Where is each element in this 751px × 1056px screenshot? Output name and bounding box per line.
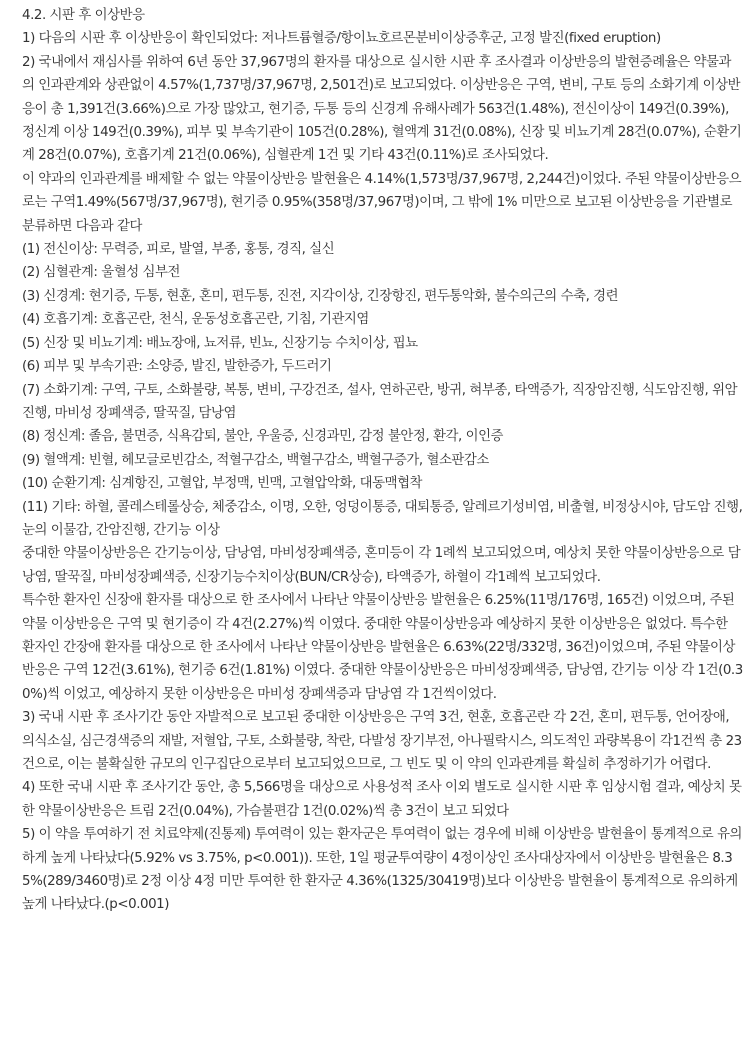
paragraph: 5) 이 약을 투여하기 전 치료약제(진통제) 투여력이 있는 환자군은 투여력이 없는 경우에 비해 이상반응 발현율이 통계적으로 유의하게 높게 나타났다(5.92% vs 3.75%, p<0.001)). 또한, 1일 평균투여량이 4정이상인 조사대상자에서 이상반응 발현율은 8.35%(289/3460명)로 2정 이상 4정 미만 투여한 한 환자군 4.36%(1325/30419명)보다 이상반응 발현율이 통계적으로 유의하게 높게 나타났다.(p<0.001) — [22, 827, 743, 913]
paragraph: (9) 혈액계: 빈혈, 헤모글로빈감소, 적혈구감소, 백혈구감소, 백혈구증가, 혈소판감소 — [22, 452, 489, 468]
paragraph: (3) 신경계: 현기증, 두통, 현훈, 혼미, 편두통, 진전, 지각이상, 긴장항진, 편두통악화, 불수의근의 수축, 경련 — [22, 288, 619, 304]
paragraph: 2) 국내에서 재심사를 위하여 6년 동안 37,967명의 환자를 대상으로 실시한 시판 후 조사결과 이상반응의 발현증례율은 약물과의 인과관계와 상관없이 4.57%(1,737명/37,967명, 2,501건)로 보고되었다. 이상반응은 구역, 변비, 구토 등의 소화기계 이상반응이 총 1,391건(3.66%)으로 가장 많았고, 현기증, 두통 등의 신경계 유해사례가 563건(1.48%), 전신이상이 149건(0.39%), 정신계 이상 149건(0.39%), 피부 및 부속기관이 105건(0.28%), 혈액계 31건(0.08%), 신장 및 비뇨기계 28건(0.07%), 순환기계 28건(0.07%), 호흡기계 21건(0.06%), 심혈관계 1건 및 기타 43건(0.11%)로 조사되었다. — [22, 54, 742, 164]
paragraph: 4) 또한 국내 시판 후 조사기간 동안, 총 5,566명을 대상으로 사용성적 조사 이외 별도로 실시한 시판 후 임상시험 결과, 예상치 못한 약물이상반응은 트림 2건(0.04%), 가슴불편감 1건(0.02%)씩 총 3건이 보고 되었다 — [22, 780, 742, 819]
paragraph: (8) 정신계: 졸음, 불면증, 식욕감퇴, 불안, 우울증, 신경과민, 감정 불안정, 환각, 이인증 — [22, 429, 504, 445]
paragraph: (2) 심혈관계: 울혈성 심부전 — [22, 265, 180, 281]
paragraph: (7) 소화기계: 구역, 구토, 소화불량, 복통, 변비, 구강건조, 설사, 연하곤란, 방귀, 혀부종, 타액증가, 직장암진행, 식도암진행, 위암진행, 마비성 장폐색증, 딸꾹질, 담낭염 — [22, 382, 738, 421]
paragraph: (4) 호흡기계: 호흡곤란, 천식, 운동성호흡곤란, 기침, 기관지염 — [22, 312, 369, 328]
paragraph: 특수한 환자인 신장애 환자를 대상으로 한 조사에서 나타난 약물이상반응 발현율은 6.25%(11명/176명, 165건) 이었으며, 주된 약물 이상반응은 구역 및 현기증이 각 4건(2.27%)씩 이였다. 중대한 약물이상반응과 예상하지 못한 이상반응은 없었다. 특수한 환자인 간장애 환자를 대상으로 한 조사에서 나타난 약물이상반응 발현율은 6.63%(22명/332명, 36건)이었으며, 주된 약물이상반응은 구역 12건(3.61%), 현기증 6건(1.81%) 이였다. 중대한 약물이상반응은 마비성장폐색증, 담낭염, 간기능 이상 각 1건(0.30%)씩 이었고, 예상하지 못한 이상반응은 마비성 장폐색증과 담낭염 각 1건씩이었다. — [22, 593, 743, 702]
paragraph: (5) 신장 및 비뇨기계: 배뇨장애, 뇨저류, 빈뇨, 신장기능 수치이상, 핍뇨 — [22, 335, 418, 351]
paragraph: (6) 피부 및 부속기관: 소양증, 발진, 발한증가, 두드러기 — [22, 359, 332, 375]
section-title: 4.2. 시판 후 이상반응 — [22, 8, 145, 23]
paragraph: (10) 순환기계: 심계항진, 고혈압, 부정맥, 빈맥, 고혈압악화, 대동맥협착 — [22, 476, 423, 492]
paragraph: 3) 국내 시판 후 조사기간 동안 자발적으로 보고된 중대한 이상반응은 구역 3건, 현훈, 호흡곤란 각 2건, 혼미, 편두통, 언어장애, 의식소실, 심근경색증의 재발, 저혈압, 구토, 소화불량, 착란, 다발성 장기부전, 아나필락시스, 의도적인 과량복용이 각1건씩 총 23건으로, 이는 불확실한 규모의 인구집단으로부터 보고되었으므로, 그 빈도 및 이 약의 인과관계를 확실히 추정하기가 어렵다. — [22, 710, 742, 772]
paragraph: 1) 다음의 시판 후 이상반응이 확인되었다: 저나트륨혈증/항이뇨호르몬분비이상증후군, 고정 발진(fixed eruption) — [22, 31, 661, 47]
paragraph: 중대한 약물이상반응은 간기능이상, 담낭염, 마비성장폐색증, 혼미등이 각 1례씩 보고되었으며, 예상치 못한 약물이상반응으로 담낭염, 딸꾹질, 마비성장폐색증, 신장기능수치이상(BUN/CR상승), 타액증가, 하혈이 각1례씩 보고되었다. — [22, 546, 741, 585]
paragraph: (1) 전신이상: 무력증, 피로, 발열, 부종, 홍통, 경직, 실신 — [22, 242, 335, 258]
paragraph: (11) 기타: 하혈, 콜레스테롤상승, 체중감소, 이명, 오한, 엉덩이통증, 대퇴통증, 알레르기성비염, 비출혈, 비정상시야, 담도암 진행, 눈의 이물감, 간암진행, 간기능 이상 — [22, 499, 743, 538]
paragraph: 이 약과의 인과관계를 배제할 수 없는 약물이상반응 발현율은 4.14%(1,573명/37,967명, 2,244건)이었다. 주된 약물이상반응으로는 구역1.49%(567명/37,967명), 현기증 0.95%(358명/37,967명)이며, 그 밖에 1% 미만으로 보고된 이상반응을 기관별로 분류하면 다음과 같다 — [22, 171, 742, 234]
